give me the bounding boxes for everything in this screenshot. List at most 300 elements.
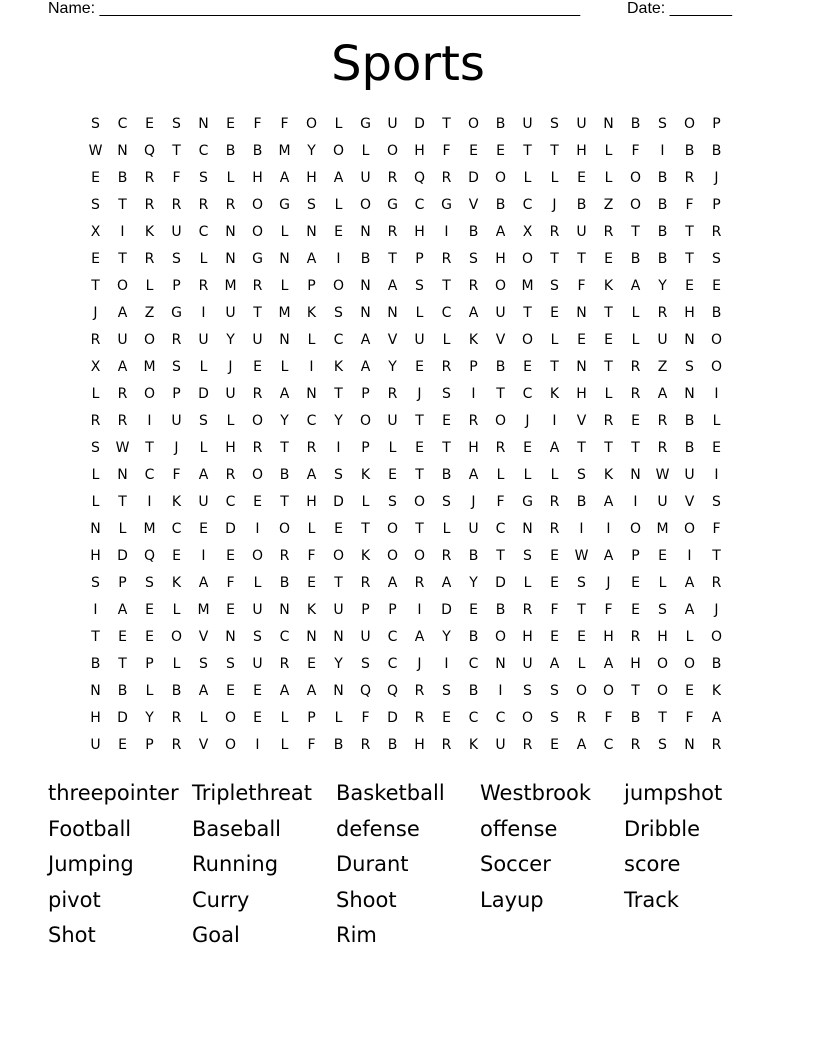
grid-letter: E bbox=[226, 683, 235, 699]
grid-letter: G bbox=[387, 197, 398, 213]
grid-letter: B bbox=[576, 494, 587, 510]
grid-letter: E bbox=[496, 143, 505, 159]
grid-letter: B bbox=[576, 197, 587, 213]
grid-letter: T bbox=[685, 224, 694, 240]
grid-letter: O bbox=[629, 521, 642, 537]
grid-letter: B bbox=[117, 170, 128, 186]
grid-letter: N bbox=[495, 656, 506, 672]
grid-letter: C bbox=[144, 467, 155, 483]
grid-letter: S bbox=[523, 683, 532, 699]
grid-letter: O bbox=[359, 197, 372, 213]
grid-letter: E bbox=[469, 602, 478, 618]
grid-letter: R bbox=[252, 386, 263, 402]
grid-letter: S bbox=[658, 737, 667, 753]
grid-letter: R bbox=[144, 170, 155, 186]
grid-letter: C bbox=[468, 710, 479, 726]
grid-letter: M bbox=[656, 521, 669, 537]
grid-letter: N bbox=[117, 467, 128, 483]
grid-letter: H bbox=[90, 710, 101, 726]
grid-letter: S bbox=[415, 278, 424, 294]
grid-letter: I bbox=[255, 737, 260, 753]
grid-letter: E bbox=[253, 710, 262, 726]
grid-letter: I bbox=[120, 224, 125, 240]
grid-letter: S bbox=[658, 116, 667, 132]
grid-letter: F bbox=[442, 143, 451, 159]
grid-letter: F bbox=[226, 575, 235, 591]
grid-letter: P bbox=[307, 278, 316, 294]
grid-letter: I bbox=[93, 602, 98, 618]
word-bank-item: Jumping bbox=[48, 852, 134, 876]
grid-letter: B bbox=[495, 197, 506, 213]
grid-letter: O bbox=[413, 494, 426, 510]
grid-letter: K bbox=[360, 467, 371, 483]
grid-letter: E bbox=[172, 548, 181, 564]
grid-letter: R bbox=[279, 548, 290, 564]
grid-letter: P bbox=[631, 548, 640, 564]
grid-letter: Q bbox=[143, 143, 156, 159]
grid-letter: P bbox=[172, 386, 181, 402]
grid-letter: S bbox=[145, 575, 154, 591]
grid-letter: Q bbox=[386, 683, 399, 699]
grid-letter: J bbox=[552, 197, 557, 213]
grid-letter: B bbox=[495, 116, 506, 132]
grid-letter: O bbox=[494, 170, 507, 186]
grid-letter: O bbox=[710, 629, 723, 645]
grid-letter: E bbox=[226, 548, 235, 564]
grid-letter: D bbox=[387, 710, 398, 726]
grid-letter: Y bbox=[226, 332, 235, 348]
grid-letter: R bbox=[603, 224, 614, 240]
word-bank-item: Layup bbox=[480, 887, 544, 912]
grid-letter: H bbox=[306, 494, 317, 510]
grid-row bbox=[82, 138, 730, 165]
grid-letter: T bbox=[253, 305, 262, 321]
grid-letter: S bbox=[442, 386, 451, 402]
grid-letter: V bbox=[198, 737, 209, 753]
grid-row bbox=[82, 651, 730, 678]
grid-row bbox=[82, 489, 730, 516]
grid-letter: R bbox=[441, 548, 452, 564]
grid-letter: R bbox=[711, 737, 722, 753]
grid-letter: J bbox=[525, 413, 530, 429]
grid-letter: U bbox=[387, 413, 398, 429]
grid-letter: O bbox=[386, 548, 399, 564]
grid-letter: V bbox=[387, 332, 398, 348]
grid-letter: E bbox=[550, 629, 559, 645]
grid-letter: Y bbox=[307, 143, 316, 159]
grid-letter: Y bbox=[469, 575, 478, 591]
grid-row bbox=[82, 354, 730, 381]
grid-letter: F bbox=[604, 602, 613, 618]
grid-letter: S bbox=[91, 575, 100, 591]
grid-letter: L bbox=[172, 602, 181, 618]
grid-letter: U bbox=[414, 332, 425, 348]
grid-letter: B bbox=[711, 143, 722, 159]
grid-letter: I bbox=[714, 386, 719, 402]
grid-row bbox=[82, 408, 730, 435]
grid-letter: A bbox=[711, 710, 722, 726]
grid-letter: T bbox=[550, 359, 559, 375]
grid-letter: T bbox=[415, 467, 424, 483]
grid-letter: A bbox=[279, 170, 290, 186]
grid-letter: H bbox=[414, 737, 425, 753]
grid-row bbox=[82, 273, 730, 300]
grid-letter: M bbox=[143, 521, 156, 537]
grid-letter: F bbox=[685, 197, 694, 213]
grid-letter: Z bbox=[603, 197, 614, 213]
grid-letter: R bbox=[252, 278, 263, 294]
grid-letter: R bbox=[630, 629, 641, 645]
grid-letter: I bbox=[201, 548, 206, 564]
grid-letter: Y bbox=[280, 413, 289, 429]
grid-letter: N bbox=[333, 629, 344, 645]
grid-letter: R bbox=[279, 656, 290, 672]
grid-letter: S bbox=[577, 467, 586, 483]
grid-letter: L bbox=[523, 170, 532, 186]
word-bank-item: threepointer bbox=[48, 781, 179, 805]
grid-letter: S bbox=[91, 440, 100, 456]
grid-letter: I bbox=[255, 521, 260, 537]
grid-row bbox=[82, 111, 730, 138]
grid-letter: L bbox=[631, 305, 640, 321]
grid-letter: O bbox=[494, 629, 507, 645]
grid-letter: T bbox=[388, 251, 397, 267]
grid-letter: E bbox=[550, 575, 559, 591]
grid-letter: T bbox=[118, 251, 127, 267]
grid-letter: B bbox=[684, 440, 695, 456]
grid-letter: L bbox=[712, 413, 721, 429]
grid-letter: T bbox=[658, 710, 667, 726]
grid-letter: O bbox=[683, 521, 696, 537]
grid-letter: C bbox=[414, 197, 425, 213]
grid-letter: T bbox=[577, 440, 586, 456]
grid-letter: A bbox=[279, 683, 290, 699]
grid-letter: W bbox=[88, 143, 103, 159]
grid-letter: T bbox=[631, 440, 640, 456]
grid-letter: N bbox=[90, 683, 101, 699]
grid-letter: S bbox=[91, 197, 100, 213]
grid-letter: E bbox=[199, 521, 208, 537]
grid-letter: Z bbox=[144, 305, 155, 321]
grid-letter: N bbox=[684, 386, 695, 402]
grid-letter: Y bbox=[334, 413, 343, 429]
grid-letter: C bbox=[495, 521, 506, 537]
grid-letter: E bbox=[145, 629, 154, 645]
grid-letter: A bbox=[333, 170, 344, 186]
grid-letter: L bbox=[280, 359, 289, 375]
grid-letter: N bbox=[333, 683, 344, 699]
grid-letter: O bbox=[602, 683, 615, 699]
grid-letter: L bbox=[334, 710, 343, 726]
grid-letter: T bbox=[604, 440, 613, 456]
grid-letter: R bbox=[360, 737, 371, 753]
grid-letter: I bbox=[417, 602, 422, 618]
grid-letter: R bbox=[576, 710, 587, 726]
grid-letter: E bbox=[442, 710, 451, 726]
grid-letter: I bbox=[633, 494, 638, 510]
grid-letter: R bbox=[144, 197, 155, 213]
grid-letter: C bbox=[333, 332, 344, 348]
grid-letter: I bbox=[309, 359, 314, 375]
grid-letter: S bbox=[307, 197, 316, 213]
grid-letter: L bbox=[361, 143, 370, 159]
grid-row bbox=[82, 543, 730, 570]
grid-letter: A bbox=[117, 359, 128, 375]
grid-letter: A bbox=[414, 629, 425, 645]
grid-letter: L bbox=[226, 413, 235, 429]
grid-letter: Y bbox=[334, 656, 343, 672]
grid-letter: O bbox=[251, 413, 264, 429]
date-field-label: Date: _______ bbox=[627, 0, 732, 17]
grid-letter: N bbox=[576, 359, 587, 375]
grid-letter: U bbox=[198, 332, 209, 348]
grid-letter: A bbox=[306, 467, 317, 483]
grid-letter: T bbox=[118, 656, 127, 672]
grid-letter: N bbox=[306, 224, 317, 240]
grid-row bbox=[82, 435, 730, 462]
grid-letter: B bbox=[171, 683, 182, 699]
grid-letter: B bbox=[225, 143, 236, 159]
grid-letter: R bbox=[171, 737, 182, 753]
grid-letter: C bbox=[468, 656, 479, 672]
word-bank-item: Track bbox=[624, 887, 679, 912]
grid-letter: Q bbox=[413, 170, 426, 186]
grid-letter: G bbox=[279, 197, 290, 213]
grid-letter: L bbox=[550, 332, 559, 348]
grid-letter: E bbox=[307, 656, 316, 672]
grid-letter: S bbox=[388, 494, 397, 510]
grid-letter: L bbox=[604, 170, 613, 186]
grid-letter: C bbox=[441, 305, 452, 321]
grid-letter: U bbox=[684, 467, 695, 483]
grid-letter: O bbox=[656, 656, 669, 672]
grid-letter: P bbox=[361, 440, 370, 456]
grid-letter: H bbox=[225, 440, 236, 456]
grid-letter: E bbox=[415, 440, 424, 456]
grid-letter: L bbox=[280, 710, 289, 726]
grid-letter: E bbox=[118, 629, 127, 645]
grid-letter: X bbox=[522, 224, 533, 240]
grid-letter: K bbox=[306, 305, 317, 321]
grid-letter: N bbox=[603, 116, 614, 132]
grid-letter: A bbox=[360, 332, 371, 348]
grid-letter: L bbox=[307, 521, 316, 537]
grid-letter: B bbox=[117, 683, 128, 699]
grid-letter: P bbox=[118, 575, 127, 591]
grid-letter: S bbox=[172, 359, 181, 375]
grid-letter: J bbox=[471, 494, 476, 510]
grid-letter: F bbox=[253, 116, 262, 132]
grid-letter: B bbox=[495, 602, 506, 618]
grid-letter: T bbox=[361, 521, 370, 537]
grid-letter: R bbox=[414, 683, 425, 699]
grid-letter: O bbox=[386, 521, 399, 537]
grid-letter: N bbox=[225, 251, 236, 267]
grid-row bbox=[82, 300, 730, 327]
grid-letter: U bbox=[117, 332, 128, 348]
grid-letter: E bbox=[631, 413, 640, 429]
grid-letter: T bbox=[280, 440, 289, 456]
grid-letter: F bbox=[631, 143, 640, 159]
grid-letter: A bbox=[684, 575, 695, 591]
grid-letter: R bbox=[360, 575, 371, 591]
grid-letter: C bbox=[117, 116, 128, 132]
grid-letter: U bbox=[657, 332, 668, 348]
grid-letter: E bbox=[712, 278, 721, 294]
grid-letter: E bbox=[334, 521, 343, 537]
grid-letter: I bbox=[336, 251, 341, 267]
grid-letter: E bbox=[577, 332, 586, 348]
grid-letter: F bbox=[307, 548, 316, 564]
grid-letter: H bbox=[468, 440, 479, 456]
grid-letter: S bbox=[334, 467, 343, 483]
grid-letter: O bbox=[278, 521, 291, 537]
grid-letter: O bbox=[494, 278, 507, 294]
grid-letter: U bbox=[576, 224, 587, 240]
grid-letter: L bbox=[91, 494, 100, 510]
grid-letter: E bbox=[307, 575, 316, 591]
grid-letter: L bbox=[334, 116, 343, 132]
grid-letter: W bbox=[115, 440, 130, 456]
grid-letter: G bbox=[360, 116, 371, 132]
grid-letter: A bbox=[603, 548, 614, 564]
grid-letter: B bbox=[387, 737, 398, 753]
grid-letter: R bbox=[549, 494, 560, 510]
grid-letter: O bbox=[170, 629, 183, 645]
grid-letter: G bbox=[171, 305, 182, 321]
grid-letter: L bbox=[145, 278, 154, 294]
grid-letter: M bbox=[197, 602, 210, 618]
grid-letter: O bbox=[251, 197, 264, 213]
grid-letter: T bbox=[442, 116, 451, 132]
grid-letter: R bbox=[441, 359, 452, 375]
grid-letter: P bbox=[712, 197, 721, 213]
grid-letter: S bbox=[199, 170, 208, 186]
grid-letter: U bbox=[198, 494, 209, 510]
grid-row bbox=[82, 381, 730, 408]
grid-letter: F bbox=[496, 494, 505, 510]
grid-letter: I bbox=[147, 413, 152, 429]
grid-letter: L bbox=[658, 575, 667, 591]
grid-letter: R bbox=[414, 710, 425, 726]
grid-letter: O bbox=[251, 548, 264, 564]
grid-letter: O bbox=[386, 143, 399, 159]
grid-letter: L bbox=[118, 521, 127, 537]
grid-letter: T bbox=[145, 440, 154, 456]
word-bank-item: Baseball bbox=[192, 816, 282, 841]
grid-letter: R bbox=[90, 413, 101, 429]
grid-letter: B bbox=[711, 305, 722, 321]
grid-letter: A bbox=[684, 602, 695, 618]
grid-letter: A bbox=[603, 494, 614, 510]
grid-letter: S bbox=[226, 656, 235, 672]
grid-letter: B bbox=[657, 251, 668, 267]
grid-letter: Y bbox=[388, 359, 397, 375]
grid-letter: I bbox=[201, 305, 206, 321]
grid-letter: L bbox=[91, 467, 100, 483]
grid-letter: U bbox=[387, 116, 398, 132]
grid-letter: U bbox=[333, 602, 344, 618]
grid-letter: O bbox=[413, 548, 426, 564]
grid-letter: T bbox=[523, 305, 532, 321]
grid-letter: C bbox=[198, 143, 209, 159]
grid-letter: E bbox=[253, 359, 262, 375]
grid-letter: H bbox=[657, 629, 668, 645]
grid-letter: H bbox=[306, 170, 317, 186]
puzzle-title: Sports bbox=[331, 36, 485, 92]
grid-letter: M bbox=[143, 359, 156, 375]
grid-letter: R bbox=[495, 440, 506, 456]
grid-letter: T bbox=[712, 548, 721, 564]
grid-letter: T bbox=[550, 251, 559, 267]
grid-letter: H bbox=[495, 251, 506, 267]
grid-letter: T bbox=[334, 575, 343, 591]
grid-letter: H bbox=[576, 143, 587, 159]
grid-letter: F bbox=[172, 467, 181, 483]
grid-letter: S bbox=[550, 710, 559, 726]
grid-letter: L bbox=[253, 575, 262, 591]
grid-letter: I bbox=[687, 548, 692, 564]
grid-letter: R bbox=[171, 332, 182, 348]
grid-letter: C bbox=[387, 656, 398, 672]
word-bank-item: Curry bbox=[192, 887, 250, 912]
grid-letter: E bbox=[253, 494, 262, 510]
grid-letter: Y bbox=[442, 629, 451, 645]
grid-letter: V bbox=[684, 494, 695, 510]
grid-letter: F bbox=[604, 710, 613, 726]
grid-letter: T bbox=[631, 683, 640, 699]
grid-letter: A bbox=[468, 305, 479, 321]
grid-letter: J bbox=[228, 359, 233, 375]
grid-letter: T bbox=[172, 143, 181, 159]
grid-letter: F bbox=[685, 710, 694, 726]
grid-letter: U bbox=[225, 386, 236, 402]
grid-letter: T bbox=[280, 494, 289, 510]
grid-letter: D bbox=[468, 170, 479, 186]
grid-letter: B bbox=[684, 143, 695, 159]
grid-letter: B bbox=[441, 467, 452, 483]
letter-grid bbox=[82, 111, 730, 759]
grid-letter: L bbox=[199, 251, 208, 267]
grid-letter: E bbox=[577, 629, 586, 645]
grid-letter: O bbox=[683, 116, 696, 132]
grid-letter: L bbox=[550, 170, 559, 186]
grid-letter: E bbox=[631, 602, 640, 618]
grid-letter: S bbox=[91, 116, 100, 132]
grid-letter: C bbox=[522, 197, 533, 213]
grid-letter: U bbox=[225, 305, 236, 321]
grid-letter: A bbox=[360, 359, 371, 375]
grid-letter: O bbox=[575, 683, 588, 699]
word-bank-item: Rim bbox=[336, 923, 377, 947]
grid-letter: N bbox=[225, 224, 236, 240]
grid-letter: S bbox=[199, 413, 208, 429]
grid-letter: N bbox=[360, 305, 371, 321]
grid-letter: F bbox=[712, 521, 721, 537]
grid-letter: W bbox=[655, 467, 670, 483]
grid-letter: S bbox=[172, 116, 181, 132]
grid-letter: D bbox=[117, 710, 128, 726]
grid-letter: S bbox=[199, 656, 208, 672]
grid-letter: R bbox=[549, 224, 560, 240]
grid-letter: T bbox=[118, 494, 127, 510]
grid-letter: N bbox=[360, 224, 371, 240]
grid-letter: N bbox=[279, 251, 290, 267]
grid-letter: R bbox=[549, 521, 560, 537]
grid-letter: T bbox=[523, 143, 532, 159]
word-bank-item: Durant bbox=[336, 852, 409, 876]
grid-letter: I bbox=[147, 494, 152, 510]
